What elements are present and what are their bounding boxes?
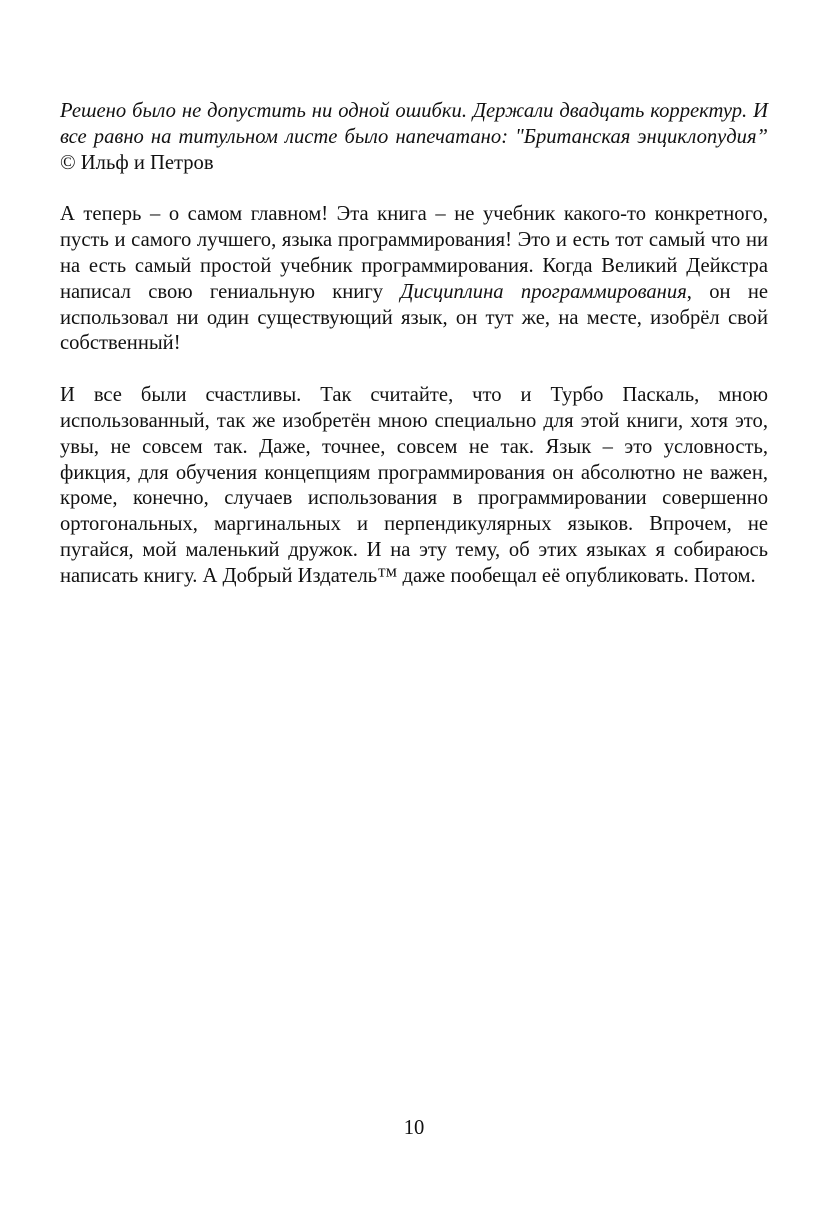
epigraph-quote: Решено было не допустить ни одной ошибки. Держали двадцать корректур. И все равно на титульном листе было напечатано: "Британская энциклопудия”: [60, 100, 768, 148]
epigraph: [60, 99, 768, 176]
paragraph-main-topic-text-a: А теперь – о самом главном! Эта книга – не учебник какого-то конкретного, пусть и самого лучшего, языка программирования! Это и есть тот самый что ни на есть самый простой учебник программирования. Когда Великий Дейкстра написал свою гениальную книгу: [60, 203, 768, 303]
book-title-discipline: Дисциплина программирования: [400, 280, 687, 303]
epigraph-attribution: © Ильф и Петров: [60, 151, 214, 174]
page-number: 10: [403, 1117, 425, 1139]
paragraph-main-topic: [60, 202, 768, 357]
page-body: [60, 99, 768, 590]
paragraph-languages: И все были счастливы. Так считайте, что и Турбо Паскаль, мною использованный, так же изобретён мною специально для этой книги, хотя это, увы, не совсем так. Даже, точнее, совсем не так. Язык – это условность, фикция, для обучения концепциям программирования он абсолютно не важен, кроме, конечно, случаев использования в программировании совершенно ортогональных, маргинальных и перпендикулярных языков. Впрочем, не пугайся, мой маленький дружок. И на эту тему, об этих языках я собираюсь написать книгу. А Добрый Издатель™ даже пообещал её опубликовать. Потом.: [60, 384, 768, 587]
paragraph-main-topic-text-b: , он не использовал ни один существующий язык, он тут же, на месте, изобрёл свой собственный!: [60, 280, 769, 355]
